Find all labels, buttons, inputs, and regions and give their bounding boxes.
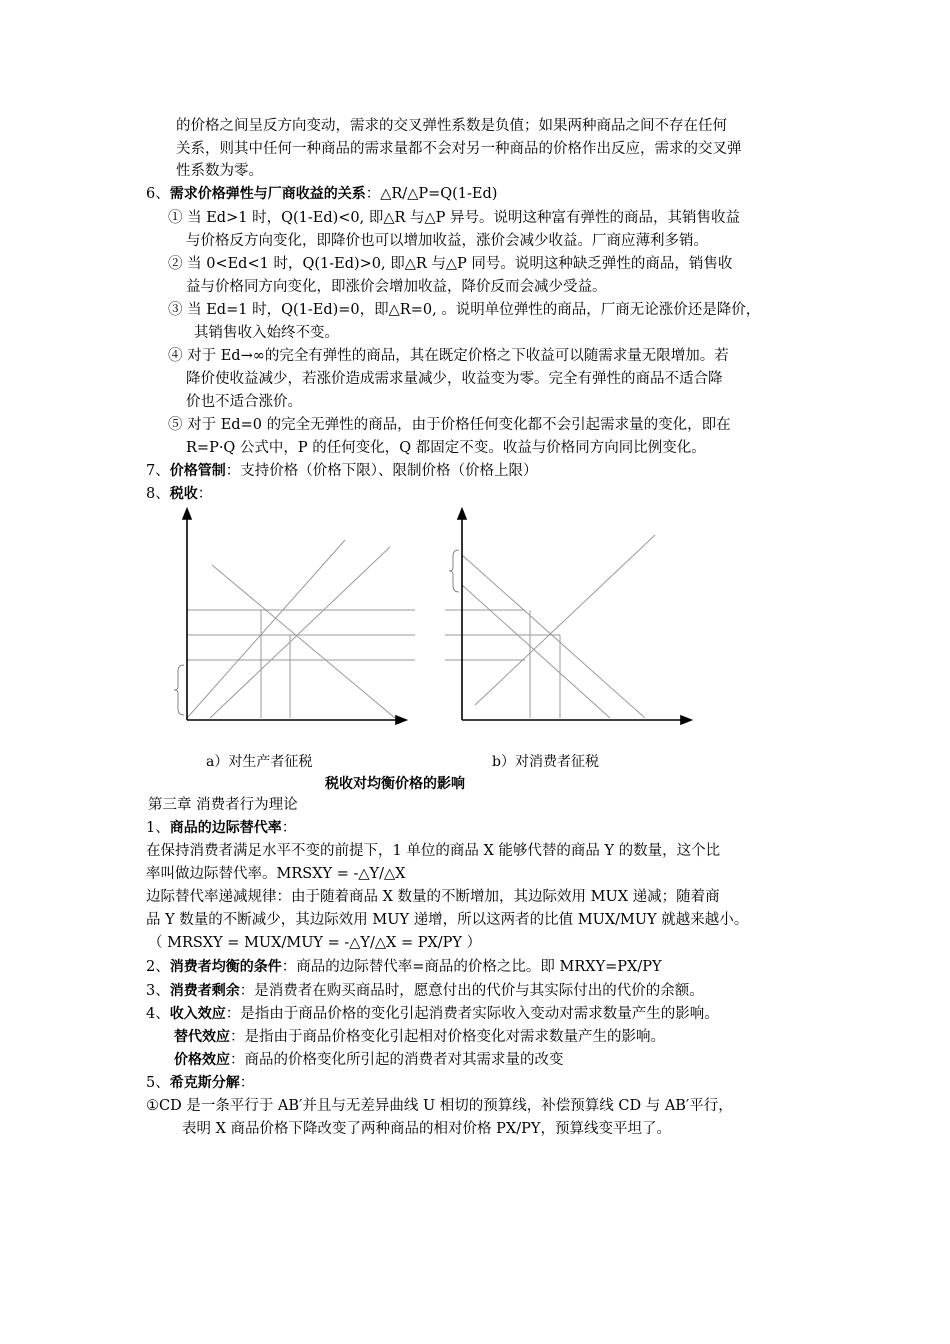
case-5-line-2: R=P·Q 公式中，P 的任何变化，Q 都固定不变。收益与价格同方向同比例变化。 [186, 440, 706, 456]
item-1-line-d: 品 Y 数量的不断减少，其边际效用 MUY 递增，所以这两者的比值 MUX/MUY 就越来越小。 [146, 912, 749, 928]
item-5-heading: 5、希克斯分解： [146, 1075, 255, 1091]
item-5-line-a: ①CD 是一条平行于 AB′并且与无差异曲线 U 相切的预算线，补偿预算线 CD 与 AB′平行， [146, 1098, 733, 1114]
case-4-line-1: ④ 对于 Ed→∞的完全有弹性的商品，其在既定价格之下收益可以随需求量无限增加。若 [168, 348, 729, 364]
caption-a: a）对生产者征税 [206, 754, 313, 770]
case-1-line-2: 与价格反方向变化，即降价也可以增加收益，涨价会减少收益。厂商应薄利多销。 [186, 233, 708, 249]
item-4-substitution: 替代效应：是指由于商品价格变化引起相对价格变化对需求数量产生的影响。 [174, 1029, 665, 1045]
item-1-heading: 1、商品的边际替代率： [146, 820, 297, 836]
section-6-title: 需求价格弹性与厂商收益的关系 [169, 186, 366, 202]
brace-tax-b [449, 550, 459, 592]
brace-tax-a [174, 665, 184, 715]
case-4-line-3: 价也不适合涨价。 [186, 394, 302, 410]
para-cross-elasticity-1: 的价格之间呈反方向变动，需求的交叉弹性系数是负值；如果两种商品之间不存在任何 [176, 118, 727, 134]
item-5-line-b: 表明 X 商品价格下降改变了两种商品的相对价格 PX/PY，预算线变平坦了。 [182, 1121, 671, 1137]
demand-line-original [462, 555, 645, 718]
case-5-line-1: ⑤ 对于 Ed=0 的完全无弹性的商品，由于价格任何变化都不会引起需求量的变化，即在 [168, 417, 731, 433]
chapter-3-title: 第三章 消费者行为理论 [148, 797, 298, 813]
case-2-line-2: 益与价格同方向变化，即涨价会增加收益，降价反而会减少受益。 [186, 279, 607, 295]
item-1-line-a: 在保持消费者满足水平不变的前提下，1 单位的商品 X 能够代替的商品 Y 的数量，这个比 [146, 843, 721, 859]
x-axis-arrow [681, 716, 691, 724]
case-4-line-2: 降价使收益减少，若涨价造成需求量减少，收益变为零。完全有弹性的商品不适合降 [186, 371, 723, 387]
section-8: 8、税收： [146, 486, 213, 502]
y-axis-arrow [183, 509, 191, 519]
section-6-heading: 6、需求价格弹性与厂商收益的关系：△R/△P=Q(1-Ed) [146, 186, 498, 202]
caption-b: b）对消费者征税 [492, 754, 599, 770]
case-2-line-1: ② 当 0<Ed<1 时，Q(1-Ed)>0, 即△R 与△P 同号。说明这种缺乏弹性的商品，销售收 [168, 256, 733, 272]
supply-line-original [187, 540, 345, 718]
demand-line [212, 565, 395, 718]
case-1-line-1: ① 当 Ed>1 时，Q(1-Ed)<0, 即△R 与△P 异号。说明这种富有弹性的商品，其销售收益 [168, 210, 741, 226]
case-3-line-2: 其销售收入始终不变。 [194, 325, 339, 341]
item-3: 3、消费者剩余：是消费者在购买商品时，愿意付出的代价与其实际付出的代价的余额。 [146, 983, 704, 999]
figure-title: 税收对均衡价格的影响 [325, 776, 465, 792]
item-4-price: 价格效应：商品的价格变化所引起的消费者对其需求量的改变 [174, 1052, 564, 1068]
supply-line-taxed [210, 547, 390, 718]
tax-chart-producer [170, 505, 415, 735]
section-7: 7、价格管制：支持价格（价格下限）、限制价格（价格上限） [146, 463, 538, 479]
item-4: 4、收入效应：是指由于商品价格的变化引起消费者实际收入变动对需求数量产生的影响。 [146, 1006, 719, 1022]
item-2: 2、消费者均衡的条件：商品的边际替代率=商品的价格之比。即 MRXY=PX/PY [146, 959, 662, 975]
demand-line-taxed [462, 585, 610, 718]
item-1-line-c: 边际替代率递减规律：由于随着商品 X 数量的不断增加，其边际效用 MUX 递减；随着商 [146, 889, 720, 905]
tax-chart-consumer [445, 505, 700, 735]
para-cross-elasticity-2: 关系，则其中任何一种商品的需求量都不会对另一种商品的价格作出反应，需求的交叉弹 [176, 141, 742, 157]
case-3-line-1: ③ 当 Ed=1 时，Q(1-Ed)=0，即△R=0, 。说明单位弹性的商品，厂商无论涨价还是降价， [168, 302, 761, 318]
y-axis-arrow [458, 509, 466, 519]
supply-line [475, 535, 655, 705]
item-1-line-b: 率叫做边际替代率。MRSXY = -△Y/△X [146, 866, 406, 882]
para-cross-elasticity-3: 性系数为零。 [176, 163, 263, 179]
item-1-line-e: （ MRSXY = MUX/MUY = -△Y/△X = PX/PY ） [148, 935, 482, 951]
x-axis-arrow [396, 716, 406, 724]
